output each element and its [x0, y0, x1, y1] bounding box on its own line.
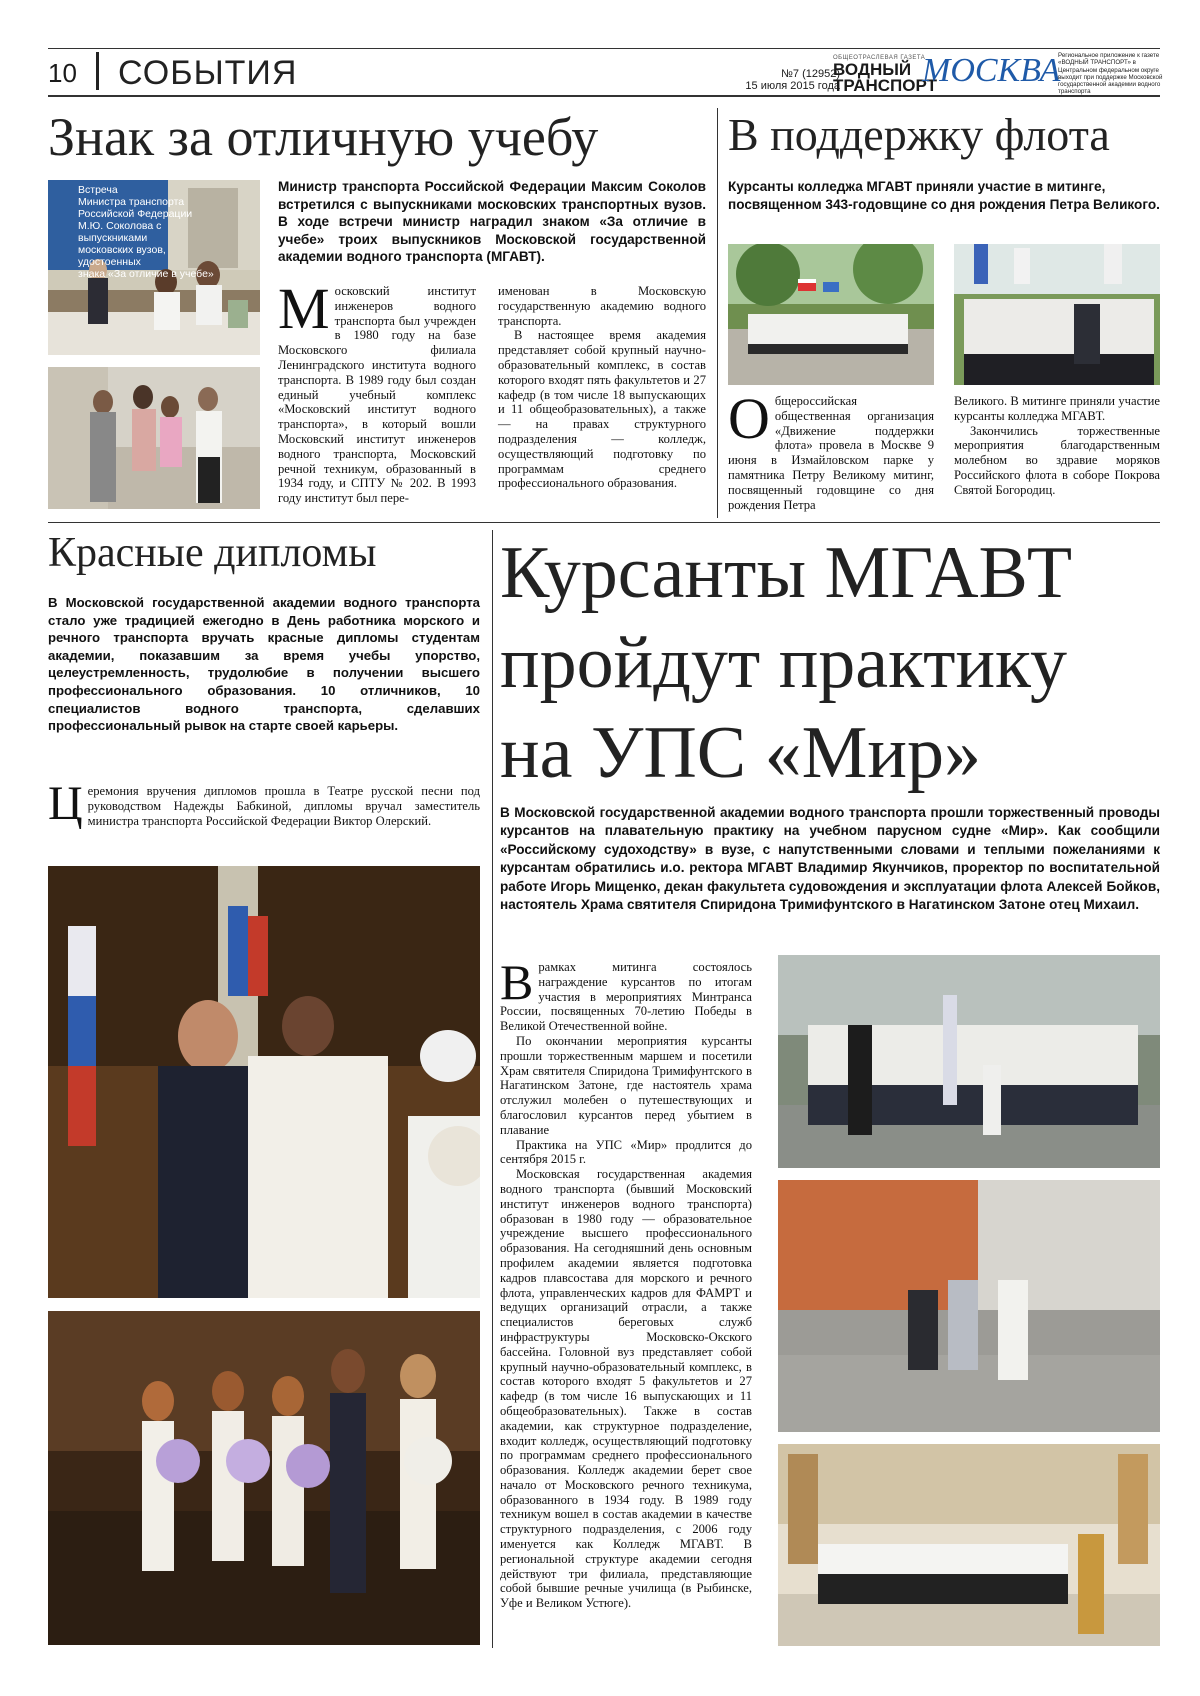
issue-info [740, 68, 840, 92]
article2-col1-text: бщероссийская общественная организация «Движение поддержки флота» провела в Москве 9 июня в Измайловском парке у памятника Петру Великому митинг, посвященный годовщине со дня рождения Петра [728, 394, 934, 512]
article3-title: Красные дипломы [48, 530, 377, 576]
photo1-caption-line: М.Ю. Соколова с выпускниками [78, 220, 162, 244]
article1-title: Знак за отличную учебу [48, 107, 599, 167]
photo1-caption-line: знака «За отличие в учебе» [78, 268, 214, 280]
rubric-title: СОБЫТИЯ [118, 54, 298, 92]
article2-col2-p1: Великого. В митинге приняли участие курсанты колледжа МГАВТ. [954, 394, 1160, 423]
masthead-kicker: ОБЩЕОТРАСЛЕВАЯ ГАЗЕТА [833, 55, 926, 61]
article2-dropcap: О [728, 386, 770, 451]
section-divider [48, 522, 1160, 523]
article4-p4: Московская государственная академия водного транспорта (бывший Московский институт инженеров водного транспорта) образован в 1980 году — образовательное учреждение высшего профессионального образования. На сегодняшний день основным профилем академии является подготовка кадров плавсостава для морского и речного флота, управленческих кадров для ФАМРТ и ведущих организаций отрасли, а также специалистов береговых служб инфраструктуры Московско-Окского бассейна. Головной вуз представляет собой крупный научно-образовательный комплекс, в состав которого входят 5 факультетов и 27 кафедр (в том числе 16 выпускающих и 11 общеобразовательных). Также в состав академии, как структурное подразделение, входит колледж, осуществляющий подготовку по программам среднего профессионального образования. Колледж академии берет свое начало от Московского речного техникума, образованного в 1934 году. В 1989 году техникум вошел в состав академии в качестве структурного подразделения, с 2006 году именуется как Колледж МГАВТ. В региональной структуре академии сегодня действуют три филиала, представляющие собой бывшие речные училища (в Рыбинске, Уфе и Великом Устюге). [500, 1167, 752, 1611]
article4-lead: В Московской государственной академии водного транспорта прошли торжественный проводы курсантов на плавательную практику на учебном парусном судне «Мир». Как сообщили «Российскому судоходству» в вузе, с напутственными словами и теплыми пожеланиями к курсантам обратились и.о. ректора МГАВТ Владимир Якунчиков, проректор по воспитательной работе Игорь Мищенко, декан факультета судовождения и эксплуатации флота Алексей Бойков, настоятель Храма святителя Спиридона Тримифунтского в Нагатинском Затоне отец Михаил. [500, 805, 1160, 913]
article1-col2 [498, 284, 706, 491]
article4-body [500, 954, 752, 1611]
masthead-note: Региональное приложение к газете «ВОДНЫЙ ТРАНСПОРТ» в Центральном федеральном округе выходит при поддержке Московской государственной академии водного транспорта [1058, 52, 1163, 96]
article4-title-line3: на УПС «Мир» [500, 712, 982, 794]
header-top-rule [48, 48, 1160, 49]
article3-photo-handshake [48, 866, 480, 1298]
article4-photo-group [778, 955, 1160, 1168]
article3-body [48, 777, 480, 830]
photo1-caption-line: Министра транспорта [78, 196, 185, 208]
article4-title-line1: Курсанты МГАВТ [500, 532, 1073, 614]
article4-title [500, 528, 1072, 798]
article3-photo-graduates [48, 1311, 480, 1645]
article4-title-line2: пройдут практику [500, 622, 1067, 704]
article1-lead: Министр транспорта Российской Федерации Максим Соколов встретился с выпускниками московских транспортных вузов. В ходе встречи министр наградил знаком «За отличие в учебе» троих выпускников Московской государственной академии водного транспорта (МГАВТ). [278, 179, 706, 265]
article1-photo-graduates [48, 367, 260, 509]
article3-body-text: еремония вручения дипломов прошла в Театре русской песни под руководством Надежды Бабкиной, дипломы вручал заместитель министра транспорта Российской Федерации Виктор Олерский. [87, 784, 480, 828]
column-divider-top [717, 108, 718, 518]
photo1-caption-line: Российской Федерации [78, 208, 193, 220]
article4-dropcap: В [500, 954, 534, 1010]
article2-col2 [954, 394, 1160, 498]
masthead-line1: ВОДНЫЙ [833, 60, 912, 79]
article4-photo-award [778, 1180, 1160, 1432]
issue-date: 15 июля 2015 года [745, 80, 840, 92]
photo1-caption [78, 184, 228, 280]
photo1-caption-line: московских вузов, удостоенных [78, 244, 166, 268]
article4-photo-church [778, 1444, 1160, 1646]
article4-p3: Практика на УПС «Мир» продлится до сентября 2015 г. [500, 1137, 752, 1167]
article2-photo-march [728, 244, 934, 385]
masthead-line2: ТРАНСПОРТ [833, 76, 938, 95]
issue-number: №7 (12952) [781, 68, 840, 80]
photo1-caption-line: Встреча [78, 184, 118, 196]
article3-dropcap: Ц [48, 777, 83, 830]
article1-dropcap: М [278, 276, 330, 341]
article1-col2-p1: именован в Московскую государственную академию водного транспорта. [498, 284, 706, 328]
article1-photo-ceremony [48, 180, 260, 355]
article2-title: В поддержку флота [728, 109, 1110, 160]
article1-col1-text: осковский институт инженеров водного транспорта был учрежден в 1980 году на базе Московского филиала Ленинградского института водного транспорта. В 1989 году был создан единый учебный комплекс «Московский институт водного транспорта», в который вошли Московский институт инженеров водного транспорта, Московский речной техникум, образованный в 1934 году, и СПТУ № 202. В 1993 году институт был пере- [278, 284, 476, 506]
article2-col2-p2: Закончились торжественные мероприятия благодарственным молебном во здравие моряков Российского флота в соборе Покрова Святой Богородиц. [954, 423, 1160, 497]
article2-col1 [728, 386, 934, 512]
header-bottom-rule [48, 95, 1160, 97]
article3-lead: В Московской государственной академии водного транспорта стало уже традицией ежегодно в День работника морского и речного транспорта вручать красные дипломы студентам академии, показавшим за время учебы упорство, целеустремленность, трудолюбие в получении высшего профессионального образования. 10 отличников, 10 специалистов водного транспорта, сделавших профессиональный рывок на старте своей карьеры. [48, 595, 480, 734]
article4-p1: рамках митинга состоялось награждение курсантов по итогам участия в мероприятиях Минтранса России, посвященных 70-летию Победы в Великой Отечественной войне. [500, 960, 752, 1034]
header-divider [96, 52, 99, 90]
article4-p2: По окончании мероприятия курсанты прошли торжественным маршем и посетили Храм святителя Спиридона Тримифунтского в Нагатинском Затоне, где настоятель храма отслужил молебен о путешествующих и благословил курсантов перед убытием в плавание [500, 1033, 752, 1137]
column-divider-bottom [492, 530, 493, 1648]
article2-lead: Курсанты колледжа МГАВТ приняли участие в митинге, посвященном 343-годовщине со дня рождения Петра Великого. [728, 179, 1160, 212]
article1-col2-p2: В настоящее время академия представляет собой крупный научно-образовательный комплекс, в состав которого входят пять факультетов и 27 кафедр (в том числе 18 выпускающих и 11 общеобразовательных), а также — на правах структурного подразделения — колледж, осуществляющий подготовку по программам среднего профессионального образования. [498, 328, 706, 491]
page-number: 10 [48, 58, 77, 88]
article1-col1 [278, 276, 476, 506]
masthead-city: МОСКВА [922, 52, 1061, 89]
article2-photo-cadets [954, 244, 1160, 385]
